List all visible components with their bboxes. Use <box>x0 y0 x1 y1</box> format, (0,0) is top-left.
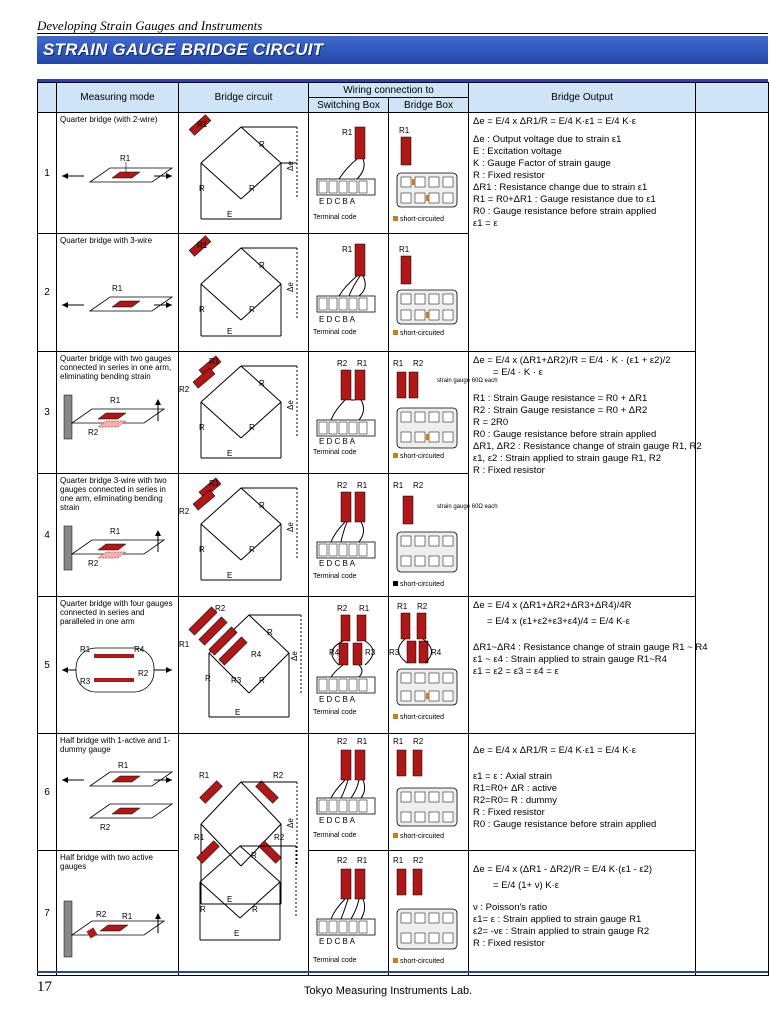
output-line: R : Fixed resistor <box>473 807 545 818</box>
label-r2: R2 <box>413 359 424 368</box>
label-r1: R1 <box>120 154 131 163</box>
row-number: 5 <box>38 597 57 734</box>
label-r1: R1 <box>357 481 368 490</box>
bridge-circuit-row7 <box>178 832 308 950</box>
output-line: R0 : Gauge resistance before strain applied <box>473 206 657 217</box>
output-line: ε1 = ε : Axial strain <box>473 771 552 782</box>
label-r2: R2 <box>138 669 149 678</box>
label-r1: R1 <box>393 359 404 368</box>
label-r2: R2 <box>417 602 428 611</box>
output-line: ε1= ε : Strain applied to strain gauge R1 <box>473 914 642 925</box>
output-formula: Δe = E/4 x ΔR1/R = E/4 K·ε1 = E/4 K·ε <box>473 116 636 127</box>
banner-title: STRAIN GAUGE BRIDGE CIRCUIT <box>43 40 324 59</box>
switching-box-cell <box>309 597 389 734</box>
output-formula: = E/4 · K · ε <box>493 367 543 378</box>
bridge-box-cell <box>389 234 469 352</box>
label-r2: R2 <box>274 833 285 842</box>
mode-cell <box>57 734 179 851</box>
label-r4: R4 <box>431 648 442 657</box>
switching-box-wiring <box>309 352 389 468</box>
label-r1: R1 <box>393 737 404 746</box>
mode-text: Quarter bridge 3-wire with two gauges connected in series in one arm, eliminating bending strain <box>60 476 167 512</box>
label-r2: R2 <box>96 910 107 919</box>
mode-text: Quarter bridge (with 2-wire) <box>60 115 158 124</box>
switching-box-wiring <box>309 474 389 591</box>
output-line: ν : Poisson's ratio <box>473 902 548 913</box>
label-r2: R2 <box>179 507 190 516</box>
label-r1: R1 <box>209 479 220 488</box>
circuit-header: Bridge circuit <box>179 83 309 113</box>
switching-box-wiring <box>309 113 389 228</box>
output-cell <box>469 851 696 976</box>
label-e: E <box>227 210 233 219</box>
label-r4: R4 <box>134 645 145 654</box>
terminal-code-label: Terminal code <box>313 832 357 839</box>
label-r4: R4 <box>251 650 262 659</box>
label-r: R <box>267 628 273 637</box>
label-r: R <box>259 261 265 270</box>
terminal-letters: E D C B A <box>319 937 356 946</box>
label-r: R <box>249 305 255 314</box>
label-e: E <box>227 449 233 458</box>
label-r2: R2 <box>88 428 99 437</box>
short-circuited-label: short-circuited <box>400 714 444 721</box>
label-r1: R1 <box>357 737 368 746</box>
label-r3: R3 <box>231 676 242 685</box>
row-number: 6 <box>38 734 57 851</box>
output-line: R0 : Gauge resistance before strain applied <box>473 819 657 830</box>
bridge-box-wiring <box>389 474 498 591</box>
mode-header: Measuring mode <box>57 83 179 113</box>
label-r1: R1 <box>357 359 368 368</box>
output-line: ε1, ε2 : Strain applied to strain gauge R1, R2 <box>473 453 662 464</box>
label-r: R <box>259 501 265 510</box>
switching-box-cell <box>309 352 389 474</box>
label-de: Δe <box>286 818 295 828</box>
bridge-box-cell <box>389 113 469 234</box>
label-de: Δe <box>286 282 295 292</box>
top-rule <box>37 33 768 34</box>
output-line: ε1 = ε2 = ε3 = ε4 = ε <box>473 666 559 677</box>
mode-cell <box>57 113 179 234</box>
label-r3: R3 <box>389 648 400 657</box>
output-line: K : Gauge Factor of strain gauge <box>473 158 611 169</box>
label-r1: R1 <box>118 761 129 770</box>
specimen-diagram <box>60 124 174 214</box>
specimen-diagram <box>60 754 174 836</box>
label-r1: R1 <box>399 245 410 254</box>
output-line: ΔR1, ΔR2 : Resistance change of strain gauge R1, R2 <box>473 441 702 452</box>
mode-text: Half bridge with two active gauges <box>60 853 153 871</box>
gauge-each-label: strain gauge 60Ω each <box>437 378 498 384</box>
label-r1: R1 <box>110 396 121 405</box>
bridge-box-cell <box>389 597 469 734</box>
output-formula: Δe = E/4 x (ΔR1+ΔR2+ΔR3+ΔR4)/4R <box>473 600 632 611</box>
output-line: R = 2R0 <box>473 417 509 428</box>
label-r2: R2 <box>413 856 424 865</box>
output-line: R : Fixed resistor <box>473 938 545 949</box>
label-r: R <box>249 423 255 432</box>
output-line: ε1 ~ ε4 : Strain applied to strain gauge R1~R4 <box>473 654 667 665</box>
row-number: 7 <box>38 851 57 976</box>
label-e: E <box>234 929 240 938</box>
label-r: R <box>249 184 255 193</box>
bridge-circuit-cell <box>179 474 309 597</box>
bridge-circuit-cell <box>179 597 309 734</box>
output-formula: Δe = E/4 x ΔR1/R = E/4 K·ε1 = E/4 K·ε <box>473 745 636 756</box>
num-header <box>38 83 57 113</box>
label-r1: R1 <box>197 241 208 250</box>
switching-box-wiring <box>309 851 389 970</box>
label-r1: R1 <box>359 604 370 613</box>
output-cell <box>469 734 696 851</box>
bridge-circuit <box>179 113 309 228</box>
switching-box-cell <box>309 113 389 234</box>
label-r1: R1 <box>393 481 404 490</box>
label-r1: R1 <box>112 284 123 293</box>
label-r1: R1 <box>179 640 190 649</box>
terminal-letters: E D C B A <box>319 816 356 825</box>
bridge-box-wiring <box>389 113 469 228</box>
switching-box-wiring <box>309 734 389 845</box>
mode-cell <box>57 597 179 734</box>
title-banner <box>37 36 768 64</box>
short-circuited-label: short-circuited <box>400 330 444 337</box>
terminal-code-label: Terminal code <box>313 449 357 456</box>
specimen-diagram <box>60 245 174 335</box>
output-line: ΔR1 : Resistance change due to strain ε1 <box>473 182 648 193</box>
label-r1: R1 <box>397 602 408 611</box>
output-line: Δe : Output voltage due to strain ε1 <box>473 134 622 145</box>
label-e: E <box>227 327 233 336</box>
label-r: R <box>259 676 265 685</box>
label-r2: R2 <box>337 604 348 613</box>
terminal-letters: E D C B A <box>319 437 356 446</box>
output-formula: = E/4 x (ε1+ε2+ε3+ε4)/4 = E/4 K·ε <box>487 616 630 627</box>
label-r1: R1 <box>342 128 353 137</box>
gauge-each-label: strain gauge 60Ω each <box>437 504 498 510</box>
bridge-circuit <box>179 474 309 591</box>
table-row <box>38 352 769 474</box>
label-r2: R2 <box>413 481 424 490</box>
output-cell <box>469 352 702 597</box>
terminal-code-label: Terminal code <box>313 709 357 716</box>
label-r1: R1 <box>199 771 210 780</box>
mode-cell <box>57 234 179 352</box>
terminal-letters: E D C B A <box>319 315 356 324</box>
label-r1: R1 <box>399 126 410 135</box>
label-r1: R1 <box>122 912 133 921</box>
short-circuited-label: short-circuited <box>400 581 444 588</box>
mode-cell <box>57 352 179 474</box>
output-line: R1=R0+ ΔR : active <box>473 783 557 794</box>
bridge-box-cell <box>389 851 469 976</box>
switching-box-wiring <box>309 597 389 728</box>
bridge-circuit-cell <box>179 352 309 474</box>
company-name: Tokyo Measuring Instruments Lab. <box>304 985 473 997</box>
blank-header <box>696 83 769 113</box>
bridge-circuit <box>179 352 309 468</box>
label-r: R <box>259 379 265 388</box>
bridge-box-wiring <box>389 597 469 728</box>
output-line: R : Fixed resistor <box>473 170 545 181</box>
label-r: R <box>252 905 258 914</box>
specimen-diagram <box>60 512 174 588</box>
output-formula: Δe = E/4 x (ΔR1+ΔR2)/R = E/4 · K · (ε1 + ε2)/2 <box>473 355 671 366</box>
terminal-letters: E D C B A <box>319 695 356 704</box>
label-r2: R2 <box>215 604 226 613</box>
specimen-diagram <box>60 626 174 722</box>
specimen-diagram <box>60 871 174 965</box>
bridge-box-header: Bridge Box <box>389 98 469 113</box>
switching-box-cell <box>309 734 389 851</box>
output-line: E : Excitation voltage <box>473 146 562 157</box>
mode-cell <box>57 474 179 597</box>
terminal-code-label: Terminal code <box>313 214 357 221</box>
mode-text: Half bridge with 1-active and 1-dummy gauge <box>60 736 171 754</box>
bridge-circuit <box>179 234 309 346</box>
label-r: R <box>200 905 206 914</box>
switching-box-cell <box>309 234 389 352</box>
label-de: Δe <box>286 522 295 532</box>
label-r2: R2 <box>337 737 348 746</box>
short-circuited-label: short-circuited <box>400 453 444 460</box>
row-number: 3 <box>38 352 57 474</box>
label-de: Δe <box>290 651 299 661</box>
mode-text: Quarter bridge with four gauges connected in series and paralleled in one arm <box>60 599 173 626</box>
output-line: R0 : Gauge resistance before strain applied <box>473 429 657 440</box>
switching-box-cell <box>309 851 389 976</box>
row-number: 4 <box>38 474 57 597</box>
label-r4: R4 <box>329 648 340 657</box>
blank-column <box>696 113 769 976</box>
label-e: E <box>227 895 233 904</box>
output-line: R2 : Strain Gauge resistance = R0 + ΔR2 <box>473 405 648 416</box>
mode-text: Quarter bridge with two gauges connected in series in one arm, eliminating bending strain <box>60 354 172 381</box>
label-r2: R2 <box>337 359 348 368</box>
bridge-box-wiring <box>389 734 469 845</box>
label-r1: R1 <box>342 245 353 254</box>
row-number: 1 <box>38 113 57 234</box>
label-r1: R1 <box>110 527 121 536</box>
output-header: Bridge Output <box>469 83 696 113</box>
label-r3: R3 <box>365 648 376 657</box>
switching-box-cell <box>309 474 389 597</box>
bridge-box-cell <box>389 474 498 597</box>
label-r1: R1 <box>209 357 220 366</box>
label-r1: R1 <box>194 833 205 842</box>
label-r: R <box>199 423 205 432</box>
bridge-circuit-cell <box>179 234 309 352</box>
mode-cell <box>57 851 179 976</box>
short-circuited-label: short-circuited <box>400 958 444 965</box>
label-r2: R2 <box>100 823 111 832</box>
footer-rule <box>37 971 768 973</box>
label-r3: R3 <box>80 677 91 686</box>
output-line: R : Fixed resistor <box>473 465 545 476</box>
label-r: R <box>251 851 257 860</box>
label-r1: R1 <box>80 645 91 654</box>
label-r1: R1 <box>357 856 368 865</box>
short-circuited-label: short-circuited <box>400 216 444 223</box>
output-line: ΔR1~ΔR4 : Resistance change of strain gauge R1 ~ R4 <box>473 642 708 653</box>
label-r: R <box>205 674 211 683</box>
label-r: R <box>199 184 205 193</box>
output-line: ε2= -νε : Strain applied to strain gauge R2 <box>473 926 650 937</box>
terminal-code-label: Terminal code <box>313 329 357 336</box>
output-formula: = E/4 (1+ ν) K·ε <box>493 880 560 891</box>
terminal-letters: E D C B A <box>319 197 356 206</box>
table-row <box>38 597 769 734</box>
output-formula: Δe = E/4 x (ΔR1 - ΔR2)/R = E/4 K·(ε1 - ε2) <box>473 864 653 875</box>
label-e: E <box>227 571 233 580</box>
bridge-box-wiring <box>389 851 469 970</box>
label-r1: R1 <box>197 120 208 129</box>
specimen-diagram <box>60 381 174 457</box>
switching-box-header: Switching Box <box>309 98 389 113</box>
output-line: R1 : Strain Gauge resistance = R0 + ΔR1 <box>473 393 648 404</box>
terminal-code-label: Terminal code <box>313 573 357 580</box>
bridge-box-wiring <box>389 234 469 346</box>
label-e: E <box>235 708 241 717</box>
terminal-code-label: Terminal code <box>313 957 357 964</box>
wiring-header: Wiring connection to <box>309 83 469 98</box>
output-line: ε1 = ε <box>473 218 498 229</box>
mode-text: Quarter bridge with 3-wire <box>60 236 153 245</box>
label-de: Δe <box>286 400 295 410</box>
short-circuited-label: short-circuited <box>400 833 444 840</box>
table-row <box>38 851 769 976</box>
label-r2: R2 <box>273 771 284 780</box>
page-number: 17 <box>37 979 52 995</box>
output-line: R1 = R0+ΔR1 : Gauge resistance due to ε1 <box>473 194 656 205</box>
label-r2: R2 <box>179 385 190 394</box>
table-row <box>38 113 769 234</box>
label-de: Δe <box>286 161 295 171</box>
label-r2: R2 <box>337 481 348 490</box>
bridge-circuit <box>179 597 309 728</box>
output-cell <box>469 113 696 352</box>
label-r2: R2 <box>88 559 99 568</box>
terminal-letters: E D C B A <box>319 559 356 568</box>
label-r2: R2 <box>337 856 348 865</box>
label-r: R <box>199 545 205 554</box>
output-cell <box>469 597 708 734</box>
bridge-table <box>37 82 769 976</box>
bridge-circuit-cell <box>179 113 309 234</box>
label-r: R <box>199 305 205 314</box>
bridge-box-cell <box>389 734 469 851</box>
table-row <box>38 734 769 851</box>
label-r: R <box>259 140 265 149</box>
label-r1: R1 <box>393 856 404 865</box>
row-number: 2 <box>38 234 57 352</box>
label-r2: R2 <box>413 737 424 746</box>
label-r: R <box>249 545 255 554</box>
output-line: R2=R0= R : dummy <box>473 795 557 806</box>
book-title: Developing Strain Gauges and Instruments <box>37 18 263 33</box>
switching-box-wiring <box>309 234 389 346</box>
